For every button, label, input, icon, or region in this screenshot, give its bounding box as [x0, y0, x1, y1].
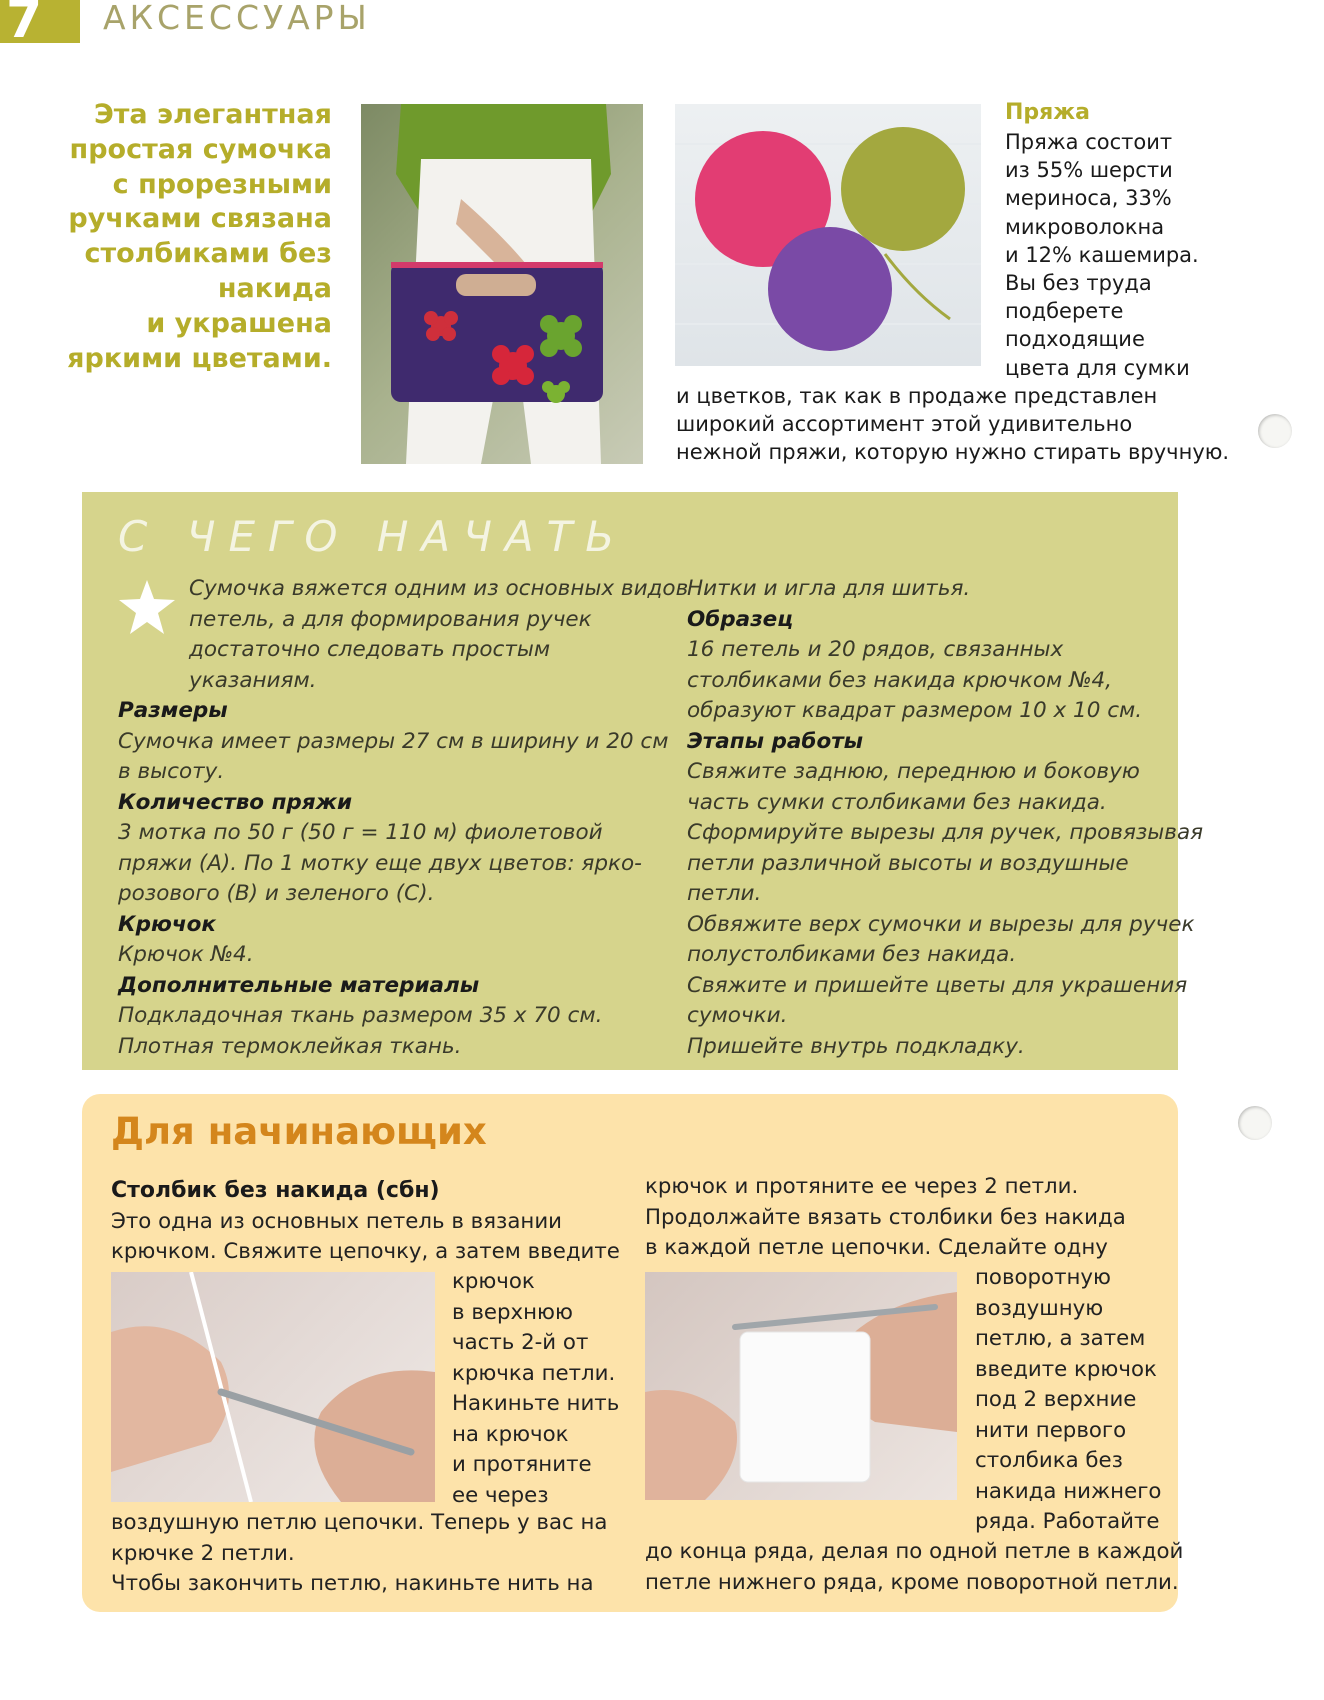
beginners-line: под 2 верхние	[975, 1387, 1137, 1412]
beginners-line: ряда. Работайте	[975, 1509, 1160, 1534]
start-line: Крючок №4.	[118, 942, 254, 967]
beginners-line: нити первого	[975, 1417, 1127, 1443]
beginners-line: петле нижнего ряда, кроме поворотной петли.	[645, 1569, 1179, 1595]
beginners-line: на крючок	[452, 1421, 569, 1447]
beginners-heading: Столбик без накида (сбн)	[111, 1178, 440, 1203]
beginners-line: петлю, а затем	[975, 1326, 1146, 1351]
beginners-line: часть 2-й от	[452, 1330, 589, 1355]
start-line: столбиками без накида крючком №4,	[687, 667, 1112, 693]
yarn-line: Вы без труда	[1005, 271, 1152, 296]
start-line: в высоту.	[118, 759, 225, 784]
hands-crochet-illustration	[111, 1272, 435, 1502]
start-line: Пришейте внутрь подкладку.	[687, 1033, 1025, 1059]
yarn-line: мериноса, 33%	[1005, 186, 1172, 211]
start-line: петель, а для формирования ручек	[189, 606, 592, 632]
yarn-line: из 55% шерсти	[1005, 158, 1173, 183]
section-title: АКСЕССУАРЫ	[103, 0, 371, 37]
beginners-line: в каждой петле цепочки. Сделайте одну	[645, 1235, 1108, 1260]
start-line: Свяжите и пришейте цветы для украшения	[687, 972, 1188, 998]
beginners-line: Чтобы закончить петлю, накиньте нить на	[111, 1571, 594, 1596]
beginners-right-top	[645, 1172, 1126, 1264]
yarn-photo	[675, 104, 981, 366]
beginners-line: до конца ряда, делая по одной петле в каждой	[645, 1539, 1184, 1564]
start-line: Нитки и игла для шитья.	[687, 576, 971, 601]
start-line: полустолбиками без накида.	[687, 942, 1017, 967]
start-line: петли различной высоты и воздушные	[687, 850, 1129, 876]
intro-line: Эта элегантная	[93, 99, 332, 130]
start-line: розового (В) и зеленого (С).	[118, 881, 435, 906]
start-line: образуют квадрат размером 10 х 10 см.	[687, 698, 1143, 723]
beginners-line: Продолжайте вязать столбики без накида	[645, 1204, 1126, 1230]
page-number-tab	[0, 0, 80, 50]
binder-hole	[1258, 414, 1292, 448]
binder-hole	[1238, 1106, 1272, 1140]
bag-photo	[361, 104, 643, 464]
beginners-line: в верхнюю	[452, 1299, 573, 1325]
beginners-line: и протяните	[452, 1452, 592, 1477]
yarn-text-narrow	[1005, 128, 1199, 382]
yarn-line: Пряжа состоит	[1005, 130, 1173, 154]
bag-illustration	[361, 104, 643, 464]
beginners-line: крючке 2 петли.	[111, 1540, 295, 1566]
yarn-heading: Пряжа	[1005, 100, 1091, 125]
start-line: Сформируйте вырезы для ручек, провязывая	[687, 820, 1204, 845]
start-line: часть сумки столбиками без накида.	[687, 789, 1107, 815]
beginners-line: крючок и протяните ее через 2 петли.	[645, 1174, 1079, 1199]
hands-swatch-illustration	[645, 1272, 957, 1500]
beginners-line: накида нижнего	[975, 1478, 1162, 1504]
beginners-line: Накиньте нить	[452, 1391, 620, 1416]
start-subheading: Образец	[687, 606, 794, 632]
yarn-line: цвета для сумки	[1005, 355, 1190, 380]
beginners-line: воздушную петлю цепочки. Теперь у вас на	[111, 1510, 608, 1535]
intro-line: и украшена	[146, 307, 332, 339]
start-subheading: Количество пряжи	[118, 789, 353, 815]
start-subheading: Дополнительные материалы	[118, 972, 480, 998]
start-subheading: Этапы работы	[687, 728, 864, 754]
start-line: 3 мотка по 50 г (50 г = 110 м) фиолетовой	[118, 820, 603, 845]
beginners-line: Это одна из основных петель в вязании	[111, 1208, 562, 1234]
beginners-line: введите крючок	[975, 1356, 1157, 1382]
beginners-right-side	[975, 1263, 1161, 1538]
start-line: Сумочка вяжется одним из основных видов	[189, 576, 689, 601]
beginners-left-bottom	[111, 1508, 607, 1600]
start-line: сумочки.	[687, 1003, 788, 1028]
crochet-step1-photo	[111, 1272, 435, 1502]
start-line: Сумочка имеет размеры 27 см в ширину и 20 см	[118, 728, 669, 754]
beginners-line: воздушную	[975, 1295, 1104, 1321]
start-line: указаниям.	[189, 667, 317, 693]
yarn-line: подходящие	[1005, 327, 1145, 352]
beginners-title: Для начинающих	[111, 1110, 487, 1153]
start-left-column	[118, 574, 688, 1062]
beginners-line: ее через	[452, 1482, 549, 1508]
beginners-line: столбика без	[975, 1448, 1123, 1473]
beginners-line: крючок	[452, 1269, 535, 1294]
beginners-line: крючком. Свяжите цепочку, а затем введите	[111, 1239, 620, 1264]
intro-line: простая сумочка	[69, 133, 332, 165]
intro-line: столбиками без	[84, 238, 332, 270]
yarn-line: подберете	[1005, 299, 1124, 324]
yarn-line: микроволокна	[1005, 214, 1165, 239]
start-line: достаточно следовать простым	[189, 637, 551, 662]
yarn-text-wide	[676, 382, 1229, 467]
start-line: Подкладочная ткань размером 35 х 70 см.	[118, 1003, 603, 1028]
yarn-balls-illustration	[675, 104, 981, 366]
intro-line: ручками связана	[68, 203, 332, 235]
start-subheading: Размеры	[118, 698, 228, 723]
start-line: 16 петель и 20 рядов, связанных	[687, 637, 1064, 662]
page-number: 7	[6, 0, 43, 50]
beginners-left-side	[452, 1267, 619, 1511]
yarn-line: и цветков, так как в продаже представлен	[676, 384, 1158, 408]
yarn-line: и 12% кашемира.	[1005, 242, 1199, 267]
beginners-line: крючка петли.	[452, 1360, 616, 1386]
intro-line: с прорезными	[112, 168, 332, 200]
intro-line: накида	[217, 272, 332, 304]
beginners-line: поворотную	[975, 1265, 1111, 1290]
yarn-line: нежной пряжи, которую нужно стирать вручную.	[676, 440, 1230, 465]
intro-line: яркими цветами.	[67, 342, 332, 374]
start-line: Обвяжите верх сумочки и вырезы для ручек	[687, 911, 1195, 937]
start-subheading: Крючок	[118, 911, 216, 937]
start-right-column	[687, 574, 1203, 1062]
intro-headline	[60, 98, 332, 376]
beginners-left-top	[111, 1176, 620, 1268]
yarn-line: широкий ассортимент этой удивительно	[676, 412, 1133, 437]
start-line: Плотная термоклейкая ткань.	[118, 1033, 462, 1059]
beginners-right-bottom	[645, 1537, 1183, 1598]
start-title: С ЧЕГО НАЧАТЬ	[118, 512, 628, 561]
crochet-step2-photo	[645, 1272, 957, 1500]
start-line: петли.	[687, 881, 762, 906]
start-line: пряжи (А). По 1 мотку еще двух цветов: ярко-	[118, 850, 642, 876]
start-line: Свяжите заднюю, переднюю и боковую	[687, 759, 1140, 784]
